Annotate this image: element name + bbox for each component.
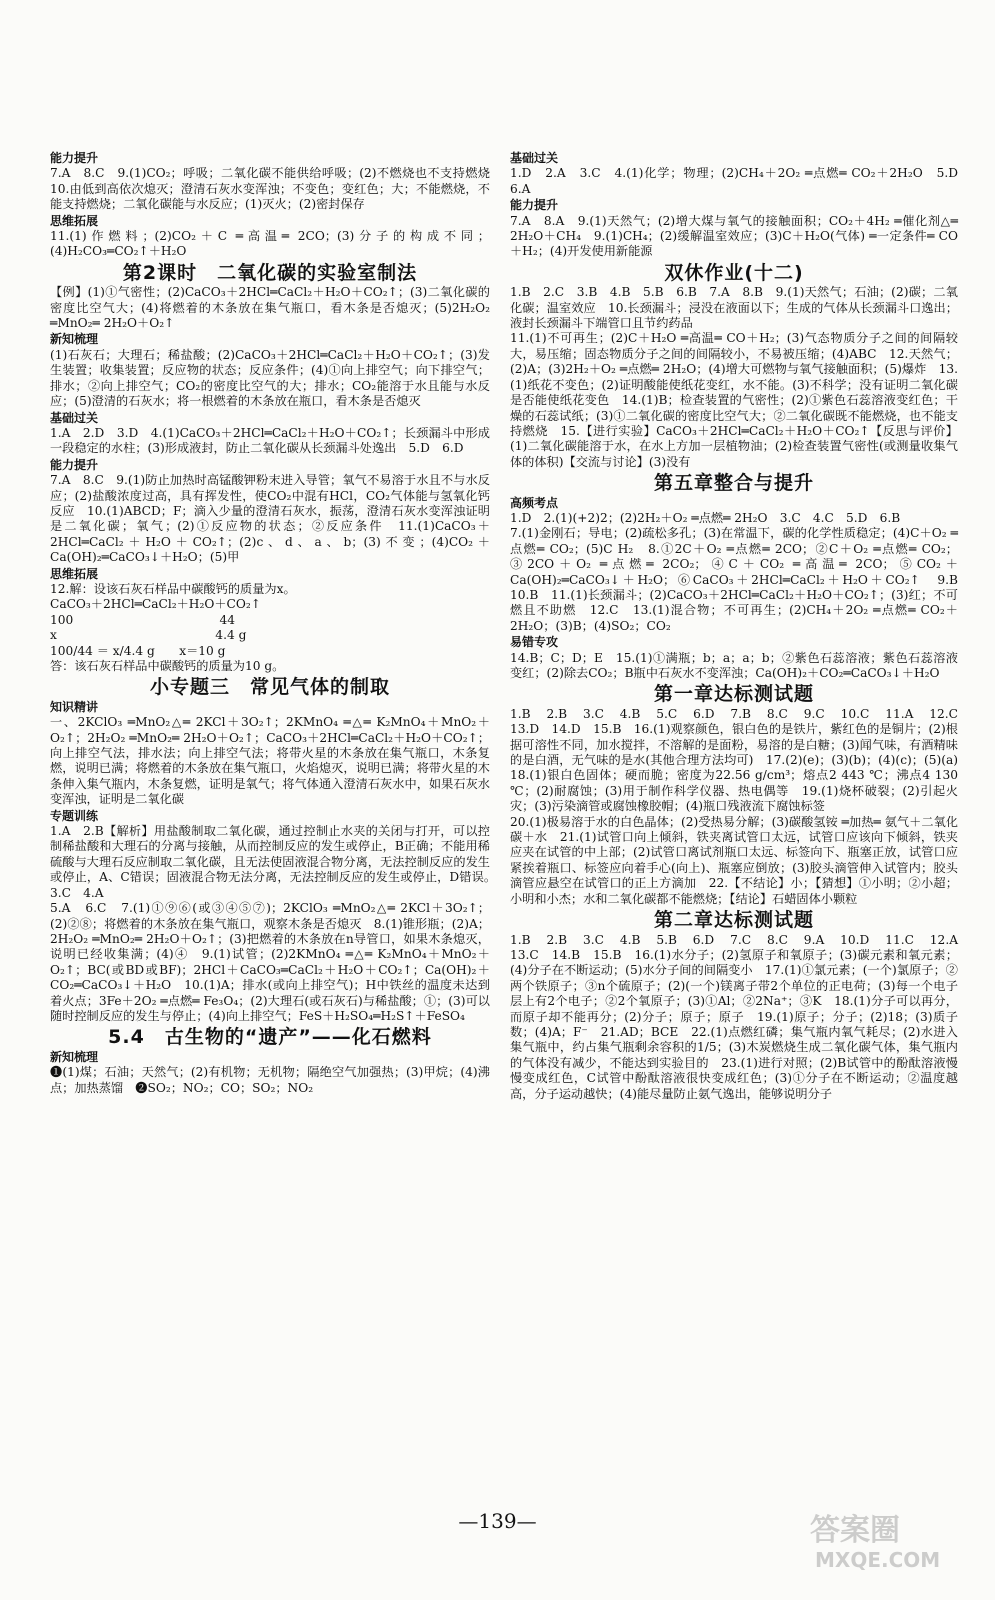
- answer-paragraph: 14.B；C；D；E 15.(1)①满瓶；b；a；a；b；②紫色石蕊溶液；紫色石蕊溶液变红；(2)除去CO₂；B瓶中石灰水不变浑浊；Ca(OH)₂＋CO₂═CaCO₃↓＋H₂O: [510, 650, 958, 680]
- section-heading: 易错专攻: [510, 635, 559, 650]
- chapter-title: 第二章达标测试题: [653, 909, 814, 932]
- answer-paragraph: 1.D 2.(1)(+2)2；(2)2H₂＋O₂ ═点燃═ 2H₂O 3.C 4.C 5.D 6.B: [510, 510, 901, 525]
- answer-paragraph: 1.A 2.B【解析】用盐酸制取二氧化碳，通过控制止水夹的关闭与打开，可以控制稀盐酸和大理石的分离与接触，从而控制反应的发生或停止，B正确；不能用稀硫酸与大理石反应制取二氧化碳，且无法使固液混合物分离，无法控制反应的发生或停止，A、C错误；固液混合物无法分离，无法控制反应的发生或停止，D错误。 3.C 4.A: [50, 824, 503, 900]
- chapter-title: 小专题三 常见气体的制取: [149, 676, 390, 699]
- answer-paragraph: 7.A 8.A 9.(1)天然气；(2)增大煤与氧气的接触面积；CO₂＋4H₂ ═催化剂△═ 2H₂O＋CH₄ 9.(1)CH₄；(2)缓解温室效应；(3)C＋H₂O(气体) ═一定条件═ CO＋H₂；(4)开发使用新能源: [510, 213, 962, 259]
- answer-paragraph: 1.A 2.D 3.D 4.(1)CaCO₃＋2HCl═CaCl₂＋H₂O＋CO₂↑；长颈漏斗中形成一段稳定的水柱；(3)形成液封，防止二氧化碳从长颈漏斗处逸出 5.D 6.D: [50, 425, 490, 456]
- chapter-title: 双休作业(十二): [664, 261, 804, 284]
- chapter-title: 第2课时 二氧化碳的实验室制法: [122, 261, 418, 284]
- answer-paragraph: 一、2KClO₃ ═MnO₂△═ 2KCl＋3O₂↑；2KMnO₄ ═△═ K₂MnO₄＋MnO₂＋O₂↑；2H₂O₂ ═MnO₂═ 2H₂O＋O₂↑；CaCO₃＋2HCl═CaCl₂＋H₂O＋CO₂↑；向上排空气法，排水法；向上排空气法；将带火星的木条放在集气瓶口，木条复燃，说明已满；将燃着的木条放在集气瓶口，火焰熄灭，说明已满；将带火星的木条伸入集气瓶内，木条复燃，证明是氧气；将气体通入澄清石灰水中，如果石灰水变浑浊，证明是二氧化碳: [50, 715, 490, 807]
- answer-paragraph: 1.B 2.B 3.C 4.B 5.C 6.D 7.B 8.C 9.C 10.C 11.A 12.C 13.D 14.D 15.B 16.(1)观察颜色，银白色的是铁片，紫红色的是铜片；(2)根据可溶性不同，加水搅拌，不溶解的是面粉，易溶的是白糖；(3)闻气味，有酒精味的是白酒，无气味的是水(其他合理方法均可) 17.(2)(e)；(3)(b)；(4)(c)；(5)(a) 18.(1)银白色固体；硬而脆；密度为22.56 g/cm³；熔点2 443 ℃；沸点4 130 ℃；(2)耐腐蚀；(3)用于制作科学仪器、热电偶等 19.(1)烧杯破裂；(2)引起火灾；(3)污染滴管或腐蚀橡胶帽；(4)瓶口残液流下腐蚀标签: [510, 706, 971, 814]
- answer-paragraph: 1.B 2.C 3.B 4.B 5.B 6.B 7.A 8.B 9.(1)天然气；石油；(2)碳；二氧化碳；温室效应 10.长颈漏斗；浸没在液面以下；生成的气体从长颈漏斗口逸出；液封长颈漏斗下端管口且节约药品: [510, 285, 958, 331]
- answer-paragraph: 5.A 6.C 7.(1)①⑨⑥(或③④⑤⑦)；2KClO₃ ═MnO₂△═ 2KCl＋3O₂↑；(2)②⑧；将燃着的木条放在集气瓶口，观察木条是否熄灭 8.(1)锥形瓶；(2)A；2H₂O₂ ═MnO₂═ 2H₂O＋O₂↑；(3)把燃着的木条放在n导管口，如果木条熄灭，说明已经收集满；(4)④ 9.(1)试管；(2)2KMnO₄ ═△═ K₂MnO₄＋MnO₂＋O₂↑；BC(或BD或BF)；2HCl＋CaCO₃═CaCl₂＋H₂O＋CO₂↑；Ca(OH)₂＋CO₂═CaCO₃↓＋H₂O 10.(1)A；排水(或向上排空气)；H中铁丝的温度未达到着火点；3Fe＋2O₂ ═点燃═ Fe₃O₄；(2)大理石(或石灰石)与稀盐酸；①；(3)可以随时控制反应的发生与停止；(4)向上排空气；FeS＋H₂SO₄═H₂S↑＋FeSO₄: [50, 901, 490, 1023]
- answer-paragraph: 20.(1)极易溶于水的白色晶体；(2)受热易分解；(3)碳酸氢铵 ═加热═ 氨气＋二氧化碳＋水 21.(1)试管口向上倾斜，铁夹离试管口太远，试管口应该向下倾斜，铁夹应夹在试管的中上部；(2)试管口离试剂瓶口太远、标签向下、瓶塞正放，试管口应紧挨着瓶口、标签应向着手心(向上)、瓶塞应倒放；(3)胶头滴管伸入试管内；胶头滴管应悬空在试管口的正上方滴加 22.【不结论】小；【猜想】①小明；②小超；小明和小杰；水和二氧化碳都不能燃烧；【结论】石蜡固体小颗粒: [510, 814, 958, 906]
- section-heading: 思维拓展: [50, 213, 99, 228]
- answer-paragraph: CaCO₃＋2HCl═CaCl₂＋H₂O＋CO₂↑ 100 44 x 4.4 g 100/44 ＝ x/4.4 g x＝10 g 答：该石灰石样品中碳酸钙的质量为10 g。: [50, 597, 285, 673]
- answer-paragraph: 【例】(1)①气密性；(2)CaCO₃＋2HCl═CaCl₂＋H₂O＋CO₂↑；(3)二氧化碳的密度比空气大；(4)将燃着的木条放在集气瓶口，看木条是否熄灭；(5)2H₂O₂ ═MnO₂═ 2H₂O＋O₂↑: [50, 285, 494, 331]
- left-column: [50, 150, 503, 1096]
- section-heading: 专题训练: [50, 808, 99, 823]
- answer-paragraph: 7.(1)金刚石；导电；(2)疏松多孔；(3)在常温下，碳的化学性质稳定；(4)C＋O₂ ═点燃═ CO₂；(5)C H₂ 8.①2C＋O₂ ═点燃═ 2CO；②C＋O₂ ═点燃═ CO₂；③2CO＋O₂ ═点燃═ 2CO₂；④C＋CO₂ ═高温═ 2CO；⑤CO₂＋Ca(OH)₂═CaCO₃↓＋H₂O；⑥CaCO₃＋2HCl═CaCl₂＋H₂O＋CO₂↑ 9.B 10.B 11.(1)长颈漏斗；(2)CaCO₃＋2HCl═CaCl₂＋H₂O＋CO₂↑；(3)红；不可燃且不助燃 12.C 13.(1)混合物；不可再生；(2)CH₄＋2O₂ ═点燃═ CO₂＋2H₂O；(3)B；(4)SO₂；CO₂: [510, 526, 971, 633]
- answer-paragraph: 1.D 2.A 3.C 4.(1)化学；物理；(2)CH₄＋2O₂ ═点燃═ CO₂＋2H₂O 5.D 6.A: [510, 166, 971, 196]
- watermark-logo: [805, 1505, 955, 1575]
- section-heading: 新知梳理: [50, 1049, 99, 1064]
- chapter-title: 第五章整合与提升: [653, 472, 814, 495]
- section-heading: 知识精讲: [50, 699, 99, 714]
- answer-paragraph: ❶(1)煤；石油；天然气；(2)有机物；无机物；隔绝空气加强热；(3)甲烷；(4)沸点；加热蒸馏 ❷SO₂；NO₂；CO；SO₂；NO₂: [50, 1065, 490, 1095]
- answer-paragraph: 7.A 8.C 9.(1)CO₂；呼吸；二氧化碳不能供给呼吸；(2)不燃烧也不支持燃烧 10.由低到高依次熄灭；澄清石灰水变浑浊；不变色；变红色；大；不能燃烧，不能支持燃烧；二氧化碳能与水反应；(1)灭火；(2)密封保存: [50, 166, 503, 212]
- section-heading: 能力提升: [510, 198, 559, 213]
- answer-paragraph: (1)石灰石；大理石；稀盐酸；(2)CaCO₃＋2HCl═CaCl₂＋H₂O＋CO₂↑；(3)发生装置；收集装置；反应物的状态；反应条件；(4)①向上排空气；向下排空气；排水；②向上排空气；CO₂的密度比空气的大；排水；CO₂能溶于水且能与水反应；(5)澄清的石灰水；将一根燃着的木条放在瓶口，看木条是否熄灭: [50, 347, 490, 409]
- chapter-title: 5.4 古生物的“遗产”——化石燃料: [108, 1026, 432, 1049]
- svg-text:答案圈: 答案圈: [810, 1513, 900, 1548]
- section-heading: 高频考点: [510, 495, 559, 510]
- section-heading: 思维拓展: [50, 566, 99, 581]
- right-column: [510, 150, 971, 1102]
- answer-paragraph: 12.解：设该石灰石样品中碳酸钙的质量为x。: [50, 581, 296, 596]
- section-heading: 新知梳理: [50, 332, 99, 347]
- section-heading: 能力提升: [50, 151, 99, 165]
- svg-text:MXQE.COM: MXQE.COM: [815, 1548, 941, 1572]
- section-heading: 能力提升: [50, 457, 99, 472]
- answer-paragraph: 11.(1)作燃料；(2)CO₂＋C ═高温═ 2CO；(3)分子的构成不同；(4)H₂CO₃═CO₂↑＋H₂O: [50, 229, 490, 259]
- answer-paragraph: 11.(1)不可再生；(2)C＋H₂O ═高温═ CO＋H₂；(3)气态物质分子之间的间隔较大，易压缩；固态物质分子之间的间隔较小，不易被压缩；(4)ABC 12.天然气；(2)A；(3)2H₂＋O₂ ═点燃═ 2H₂O；(4)增大可燃物与氧气接触面积；(5)爆炸 13.(1)纸花不变色；(2)证明酸能使纸花变红，水不能。(3)不科学；没有证明二氧化碳是否能使纸花变色 14.(1)B；检查装置的气密性；(2)①紫色石蕊溶液变红色；干燥的石蕊试纸；(3)①二氧化碳的密度比空气大；②二氧化碳既不能燃烧，也不能支持燃烧 15.【进行实验】CaCO₃＋2HCl═CaCl₂＋H₂O＋CO₂↑【反思与评价】(1)二氧化碳能溶于水，在水上方加一层植物油；(2)检查装置气密性(或测量收集气体的体积)【交流与讨论】(3)没有: [510, 331, 958, 469]
- page-number: —139—: [458, 1509, 537, 1533]
- chapter-title: 第一章达标测试题: [653, 683, 814, 706]
- section-heading: 基础过关: [50, 410, 99, 425]
- answer-paragraph: 1.B 2.B 3.C 4.B 5.B 6.D 7.C 8.C 9.A 10.D 11.C 12.A 13.C 14.B 15.B 16.(1)水分子；(2)氢原子和氧原子；(3)碳元素和氧元素；(4)分子在不断运动；(5)水分子间的间隔变小 17.(1)①氯元素；(一个)氯原子；②两个铁原子；③n个硫原子；(2)(一个)镁离子带2个单位的正电荷；(3)每一个电子层上有2个电子；②2个氧原子；(3)①Al；②2Na⁺；③K 18.(1)分子可以再分，而原子却不能再分；(2)分子；原子；原子 19.(1)原子；分子；(2)18；(3)质子数；(4)A；F⁻ 21.AD；BCE 22.(1)点燃红磷；集气瓶内氧气耗尽；(2)水进入集气瓶中，约占集气瓶剩余容积的1/5；(3)木炭燃烧生成二氧化碳气体，集气瓶内的气体没有减少，不能达到实验目的 23.(1)进行对照；(2)B试管中的酚酞溶液慢慢变成红色，C试管中酚酞溶液很快变成红色；(3)①分子在不断运动；②温度越高，分子运动越快；(4)能尽量防止氨气逸出，能够说明分子: [510, 932, 971, 1101]
- answer-paragraph: 7.A 8.C 9.(1)防止加热时高锰酸钾粉末进入导管；氧气不易溶于水且不与水反应；(2)盐酸浓度过高，具有挥发性，使CO₂中混有HCl，CO₂气体能与氢氧化钙反应 10.(1)ABCD；F；滴入少量的澄清石灰水，振荡，澄清石灰水变浑浊证明是二氧化碳；氧气；(2)①反应物的状态；②反应条件 11.(1)CaCO₃＋2HCl═CaCl₂＋H₂O＋CO₂↑；(2)c、d、a、b；(3)不变；(4)CO₂＋Ca(OH)₂═CaCO₃↓＋H₂O；(5)甲: [50, 473, 490, 565]
- section-heading: 基础过关: [510, 151, 559, 165]
